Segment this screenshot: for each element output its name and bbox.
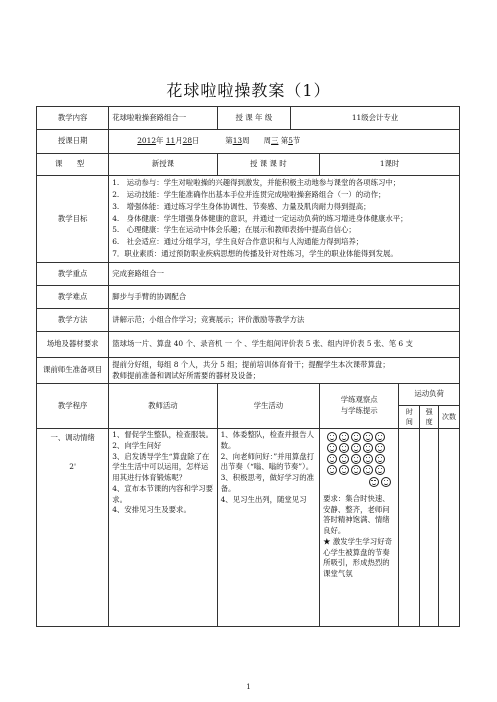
page-number: 1 <box>246 683 251 691</box>
value-content: 花球啦啦操套路组合一 <box>109 107 217 130</box>
smiley-icon <box>369 477 379 487</box>
section1-student: 1、体委整队，检查并报告人数。 2、向老师问好：”并用算盘打出节奏（“嗡、嗡的节奏”）。 3、积极思考，做好学习的准备。 4、见习生出列，随堂见习 <box>217 429 320 627</box>
goal-item: 2. 运动技能：学生能准确作出基本手位并连贯完成啦啦操套路组合（一）的动作； <box>112 190 386 200</box>
header-intensity: 强度 <box>420 406 439 429</box>
smiley-icon <box>327 465 337 475</box>
smiley-icon <box>339 432 349 442</box>
row-key <box>37 263 460 286</box>
smiley-icon <box>339 465 349 475</box>
smiley-icon <box>375 432 385 442</box>
label-class: 授 课 年 级 <box>217 107 290 130</box>
row-type <box>37 154 460 176</box>
label-content: 教学内容 <box>37 107 109 130</box>
smiley-icon <box>351 432 361 442</box>
value-key: 完成套路组合一 <box>109 263 460 286</box>
value-class: 11级会计专业 <box>290 107 459 130</box>
section1-time <box>399 429 420 627</box>
header-teacher: 教师活动 <box>109 384 217 429</box>
header-observe: 学练观察点 与学练提示 <box>320 384 399 429</box>
page-title: 花球啦啦操教案（1） <box>166 81 331 100</box>
value-prep: 提前分好组，每组 8 个人，共分 5 组；提前培训体育骨干；提醒学生本次课带算盘； 教师提前准备和调试好所需要的器材及设备； <box>109 358 460 384</box>
section1-count <box>438 429 459 627</box>
smiley-icon <box>327 454 337 464</box>
value-difficulty: 脚步与手臂的协调配合 <box>109 286 460 309</box>
value-venue: 篮球场一片、算盘 40 个、录音机 一 个 、学生组间评价表 5 张、组内评价表 5 张、笔 6 支 <box>109 332 460 358</box>
header-time: 时间 <box>399 406 420 429</box>
label-key: 教学重点 <box>37 263 109 286</box>
label-date: 授课日期 <box>37 130 109 154</box>
header-student: 学生活动 <box>217 384 320 429</box>
row-date <box>37 130 460 154</box>
value-hours: 1课时 <box>320 154 460 176</box>
lesson-plan-table <box>36 106 460 627</box>
smiley-icon <box>375 454 385 464</box>
row-procedure-header <box>37 384 460 406</box>
goal-item: 4. 身体健康：学生增强身体健康的意识，并通过一定运动负荷的练习增进身体健康水平； <box>112 213 408 223</box>
label-goals: 教学目标 <box>37 176 109 263</box>
goal-item: 5. 心理健康：学生在运动中体会乐趣；在展示和教师表扬中提高自信心； <box>112 225 356 235</box>
smiley-icon <box>351 443 361 453</box>
label-type: 课 型 <box>37 154 109 176</box>
label-difficulty: 教学难点 <box>37 286 109 309</box>
header-load: 运动负荷 <box>399 384 460 406</box>
row-goals <box>37 176 460 263</box>
smiley-icon <box>375 443 385 453</box>
smiley-icon <box>363 432 373 442</box>
row-prep <box>37 358 460 384</box>
teacher-icons <box>323 477 391 491</box>
label-hours: 授 课 课 时 <box>217 154 320 176</box>
row-difficulty <box>37 286 460 309</box>
row-content <box>37 107 460 130</box>
header-count: 次数 <box>438 406 459 429</box>
smiley-icon <box>339 454 349 464</box>
smiley-icon <box>351 454 361 464</box>
smiley-icon <box>327 432 337 442</box>
smiley-icon <box>363 443 373 453</box>
goal-item: 1. 运动参与：学生对啦啦操的兴趣得到激发，并能积极主动地参与课堂的各项练习中； <box>112 178 401 188</box>
label-venue: 场地及器材要求 <box>37 332 109 358</box>
row-section1 <box>37 429 460 627</box>
smiley-icon <box>327 443 337 453</box>
smiley-icon <box>351 465 361 475</box>
section1-name: 一、调动情绪 2' <box>37 429 109 627</box>
smiley-icon <box>363 465 373 475</box>
value-method: 讲解示范；小组合作学习；竞赛展示；评价激励等教学方法 <box>109 309 460 332</box>
section1-note: 要求：集合时快速、安静、整齐，老师问答时精神饱满、情绪良好。 <box>323 494 390 536</box>
smiley-icon <box>363 454 373 464</box>
smiley-icon <box>381 477 391 487</box>
row-method <box>37 309 460 332</box>
section1-star: ★ 激发学生学习好奇心学生被算盘的节奏所吸引，形成热烈的课堂气氛 <box>323 536 392 579</box>
formation-diagram <box>327 432 395 475</box>
section1-intensity <box>420 429 439 627</box>
value-type: 新授课 <box>109 154 217 176</box>
label-method: 教学方法 <box>37 309 109 332</box>
label-prep: 课前师生准备项目 <box>37 358 109 384</box>
section1-observe <box>320 429 399 627</box>
value-date: 2012年 11月28日 第13周 周三 第5节 <box>109 130 460 154</box>
smiley-icon <box>339 443 349 453</box>
header-program: 教学程序 <box>37 384 109 429</box>
goal-item: 7．职业素质：通过预防职业疾病思想的传播及针对性练习，学生的职业体能得到发展。 <box>112 248 398 258</box>
goal-item: 3. 增强体能：通过练习学生身体协调性、节奏感、力量及肌肉耐力得到提高； <box>112 201 371 211</box>
goals-list <box>109 176 460 263</box>
goal-item: 6. 社会适应：通过分组学习，学生良好合作意识和与人沟通能力得到培养； <box>112 237 364 247</box>
section1-teacher: 1、督促学生整队，检查服装。 2、向学生问好 3、启发诱导学生“算盘除了在学生生活中可以运用，怎样运用其进行体育锻炼呢？ 4、宣布本节课的内容和学习要求。 4、安排见习生及要求。 <box>109 429 217 627</box>
row-venue <box>37 332 460 358</box>
smiley-icon <box>375 465 385 475</box>
